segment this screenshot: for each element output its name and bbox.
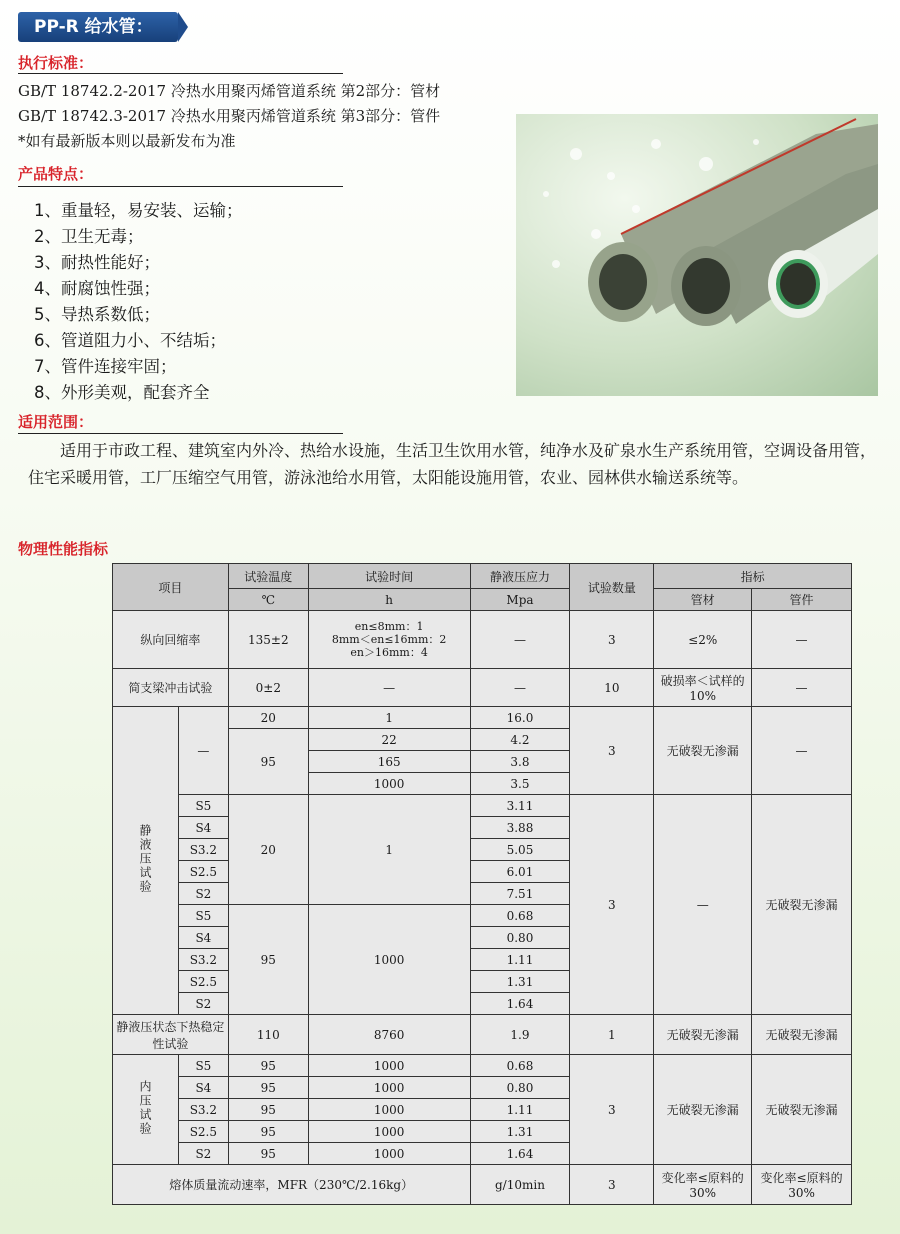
standard-note: *如有最新版本则以最新发布为准 <box>18 132 236 150</box>
shrink-time-line: 8mm＜en≤16mm：2 <box>331 633 447 646</box>
internal-series: S3.2 <box>178 1099 228 1121</box>
internal-series: S4 <box>178 1077 228 1099</box>
hydro-b-series: S4 <box>178 927 228 949</box>
internal-stress: 1.11 <box>470 1099 570 1121</box>
thermal-time: 8760 <box>308 1015 470 1055</box>
impact-stress: — <box>470 669 570 707</box>
feature-item: 8、外形美观，配套齐全 <box>34 383 210 402</box>
hydro-a-temp: 20 <box>228 707 308 729</box>
shrink-qty: 3 <box>570 611 654 669</box>
internal-stress: 1.31 <box>470 1121 570 1143</box>
feature-item: 5、导热系数低； <box>34 305 160 324</box>
hydro-b-pipe: — <box>654 795 752 1015</box>
impact-time: — <box>308 669 470 707</box>
header-index: 指标 <box>654 564 852 589</box>
internal-pipe: 无破裂无渗漏 <box>654 1055 752 1165</box>
internal-qty: 3 <box>570 1055 654 1165</box>
hydro-b95-temp: 95 <box>228 905 308 1015</box>
hydro-a-stress: 4.2 <box>470 729 570 751</box>
impact-name: 简支梁冲击试验 <box>113 669 229 707</box>
shrink-stress: — <box>470 611 570 669</box>
internal-time: 1000 <box>308 1121 470 1143</box>
hydro-b-series: S4 <box>178 817 228 839</box>
impact-fitting: — <box>752 669 852 707</box>
standard-line: GB/T 18742.2-2017 冷热水用聚丙烯管道系统 第2部分：管材 <box>18 82 441 100</box>
shrink-time-line: en≤8mm：1 <box>354 620 424 633</box>
header-pipe: 管材 <box>654 589 752 611</box>
thermal-stress: 1.9 <box>470 1015 570 1055</box>
thermal-pipe: 无破裂无渗漏 <box>654 1015 752 1055</box>
hydro-b-series: S2 <box>178 993 228 1015</box>
standard-heading: 执行标准： <box>18 54 94 72</box>
scope-heading: 适用范围： <box>18 413 94 431</box>
header-stress: 静液压应力 <box>470 564 570 589</box>
feature-item: 1、重量轻，易安装、运输； <box>34 201 243 220</box>
feature-item: 6、管道阻力小、不结垢； <box>34 331 226 350</box>
hydro-a-temp: 95 <box>228 729 308 795</box>
hydro-b20-stress: 6.01 <box>470 861 570 883</box>
header-fitting: 管件 <box>752 589 852 611</box>
hydro-a-series: — <box>178 707 228 795</box>
internal-name: 内压试验 <box>113 1055 179 1165</box>
shrink-name: 纵向回缩率 <box>113 611 229 669</box>
hydro-b20-time: 1 <box>308 795 470 905</box>
scope-divider <box>18 433 343 434</box>
feature-item: 7、管件连接牢固； <box>34 357 177 376</box>
header-temp-unit: ℃ <box>228 589 308 611</box>
hydro-b-fitting: 无破裂无渗漏 <box>752 795 852 1015</box>
hydro-b95-stress: 1.31 <box>470 971 570 993</box>
internal-series: S2.5 <box>178 1121 228 1143</box>
header-item: 项目 <box>113 564 229 611</box>
internal-time: 1000 <box>308 1099 470 1121</box>
hydro-b-series: S5 <box>178 795 228 817</box>
header-time: 试验时间 <box>308 564 470 589</box>
hydro-a-time: 22 <box>308 729 470 751</box>
internal-temp: 95 <box>228 1055 308 1077</box>
hydro-a-stress: 3.5 <box>470 773 570 795</box>
feature-item: 3、耐热性能好； <box>34 253 160 272</box>
hydro-b20-stress: 7.51 <box>470 883 570 905</box>
thermal-name: 静液压状态下热稳定性试验 <box>113 1015 229 1055</box>
header-temp: 试验温度 <box>228 564 308 589</box>
hydro-a-time: 1 <box>308 707 470 729</box>
hydro-a-pipe: 无破裂无渗漏 <box>654 707 752 795</box>
internal-series: S2 <box>178 1143 228 1165</box>
internal-temp: 95 <box>228 1099 308 1121</box>
feature-item: 4、耐腐蚀性强； <box>34 279 160 298</box>
shrink-pipe: ≤2% <box>654 611 752 669</box>
hydro-b-series: S2.5 <box>178 861 228 883</box>
standard-line: GB/T 18742.3-2017 冷热水用聚丙烯管道系统 第3部分：管件 <box>18 107 441 125</box>
hydro-b-qty: 3 <box>570 795 654 1015</box>
internal-temp: 95 <box>228 1121 308 1143</box>
internal-temp: 95 <box>228 1143 308 1165</box>
hydro-b-series: S3.2 <box>178 839 228 861</box>
internal-time: 1000 <box>308 1055 470 1077</box>
physical-properties-table <box>112 563 852 1205</box>
mfr-pipe: 变化率≤原料的30% <box>654 1165 752 1205</box>
standard-divider <box>18 73 343 74</box>
header-stress-unit: Mpa <box>470 589 570 611</box>
hydro-b-series: S2 <box>178 883 228 905</box>
hydro-a-fitting: — <box>752 707 852 795</box>
internal-time: 1000 <box>308 1143 470 1165</box>
hydro-b20-stress: 5.05 <box>470 839 570 861</box>
mfr-fitting: 变化率≤原料的30% <box>752 1165 852 1205</box>
mfr-qty: 3 <box>570 1165 654 1205</box>
hydro-name: 静液压试验 <box>113 707 179 1015</box>
hydro-b95-stress: 1.11 <box>470 949 570 971</box>
header-time-unit: h <box>308 589 470 611</box>
hydro-a-time: 1000 <box>308 773 470 795</box>
hydro-b95-stress: 1.64 <box>470 993 570 1015</box>
internal-stress: 0.80 <box>470 1077 570 1099</box>
internal-fitting: 无破裂无渗漏 <box>752 1055 852 1165</box>
hydro-b-series: S5 <box>178 905 228 927</box>
hydro-a-stress: 16.0 <box>470 707 570 729</box>
impact-pipe: 破损率＜试样的10% <box>654 669 752 707</box>
scope-text: 适用于市政工程、建筑室内外冷、热给水设施，生活卫生饮用水管，纯净水及矿泉水生产系统用管，空调设备用管，住宅采暖用管，工厂压缩空气用管，游泳池给水用管，太阳能设施用管，农业、园林供水输送系统等。 <box>28 441 877 487</box>
internal-stress: 0.68 <box>470 1055 570 1077</box>
shrink-fitting: — <box>752 611 852 669</box>
pipe-illustration <box>516 114 878 396</box>
hydro-b20-stress: 3.11 <box>470 795 570 817</box>
hydro-b95-time: 1000 <box>308 905 470 1015</box>
hydro-b-series: S3.2 <box>178 949 228 971</box>
mfr-name: 熔体质量流动速率，MFR（230℃/2.16kg） <box>113 1165 471 1205</box>
shrink-temp: 135±2 <box>228 611 308 669</box>
features-divider <box>18 186 343 187</box>
impact-temp: 0±2 <box>228 669 308 707</box>
internal-temp: 95 <box>228 1077 308 1099</box>
internal-series: S5 <box>178 1055 228 1077</box>
mfr-unit: g/10min <box>470 1165 570 1205</box>
pipe-photo <box>516 114 878 396</box>
hydro-a-time: 165 <box>308 751 470 773</box>
header-qty: 试验数量 <box>570 564 654 611</box>
features-heading: 产品特点： <box>18 165 94 183</box>
thermal-fitting: 无破裂无渗漏 <box>752 1015 852 1055</box>
impact-qty: 10 <box>570 669 654 707</box>
hydro-a-qty: 3 <box>570 707 654 795</box>
hydro-b95-stress: 0.80 <box>470 927 570 949</box>
page-title: PP-R 给水管： <box>18 12 178 42</box>
hydro-b20-temp: 20 <box>228 795 308 905</box>
hydro-b20-stress: 3.88 <box>470 817 570 839</box>
hydro-b-series: S2.5 <box>178 971 228 993</box>
internal-stress: 1.64 <box>470 1143 570 1165</box>
internal-time: 1000 <box>308 1077 470 1099</box>
shrink-time <box>308 611 470 669</box>
feature-item: 2、卫生无毒； <box>34 227 144 246</box>
hydro-b95-stress: 0.68 <box>470 905 570 927</box>
shrink-time-line: en＞16mm：4 <box>350 646 428 659</box>
hydro-a-stress: 3.8 <box>470 751 570 773</box>
thermal-temp: 110 <box>228 1015 308 1055</box>
physical-heading: 物理性能指标 <box>18 540 109 558</box>
thermal-qty: 1 <box>570 1015 654 1055</box>
